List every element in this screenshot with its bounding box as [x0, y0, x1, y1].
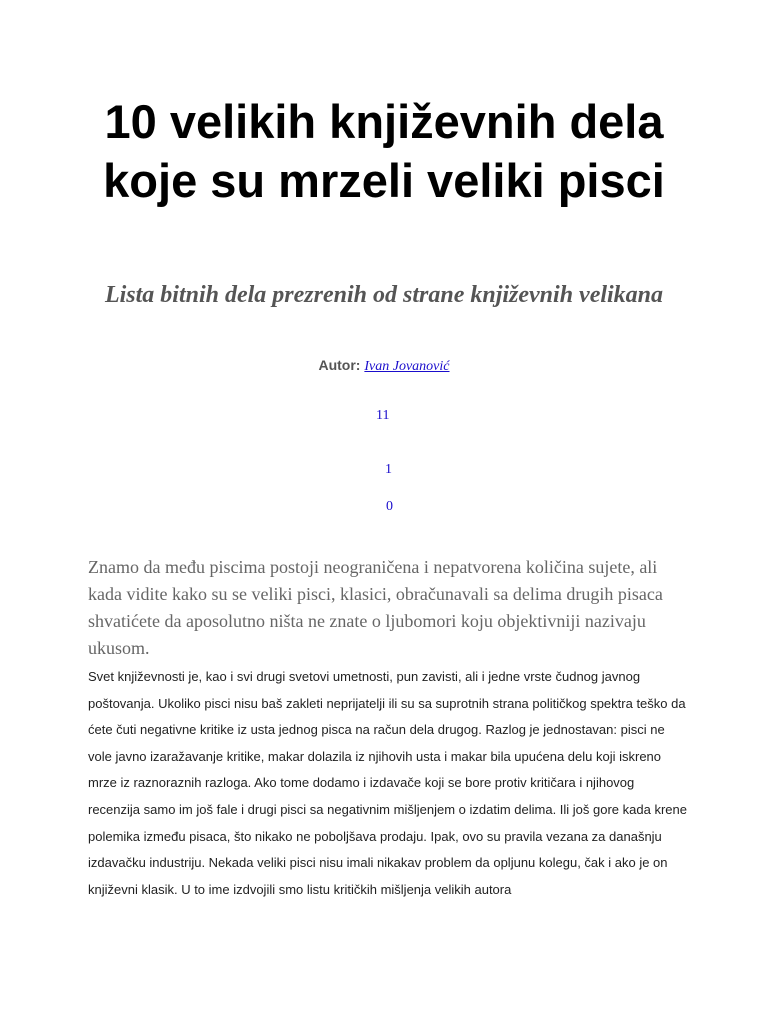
- author-link[interactable]: Ivan Jovanović: [364, 359, 450, 374]
- body-paragraph: Svet književnosti je, kao i svi drugi svetovi umetnosti, pun zavisti, ali i jedne vrste čudnog javnog poštovanja. Ukoliko pisci nisu baš zakleti neprijatelji ili su sa suprotnih strana političkog spektra teško da ćete čuti negativne kritike iz usta jednog pisca na račun dela drugog. Razlog je jednostavan: pisci ne vole javno izaražavanje kritike, makar dolazila iz njihovih usta i makar bila upućena delu koji iskreno mrze iz raznoraznih razloga. Ako tome dodamo i izdavače koji se bore protiv kritičara i njihovog recenzija samo im još fale i drugi pisci sa negativnim mišljenjem o izdatim delima. Ili još gore kada krene polemika između pisaca, što nikako ne poboljšava prodaju. Ipak, ovo su pravila vezana za današnju izdavačku industriju. Nekada veliki pisci nisu imali nikakav problem da opljunu kolegu, čak i ako je on književni klasik. U to ime izdvojili smo listu kritičkih mišljenja velikih autora: [88, 669, 687, 897]
- author-label: Autor:: [318, 357, 361, 373]
- like-count[interactable]: 1: [385, 462, 392, 477]
- article-title: 10 velikih književnih dela koje su mrzeli veliki pisci: [103, 95, 665, 207]
- article-subtitle: Lista bitnih dela prezrenih od strane književnih velikana: [104, 282, 664, 308]
- lead-paragraph: Znamo da među piscima postoji neograničena i nepatvorena količina sujete, ali kada vidite kako su se veliki pisci, klasici, obračunavali sa delima drugih pisaca shvatićete da aposolutno ništa ne znate o ljubomori koju objektivniji nazivaju ukusom.: [88, 557, 663, 658]
- comment-count[interactable]: 0: [386, 499, 393, 514]
- author-line: [0, 356, 768, 376]
- share-count[interactable]: 11: [376, 408, 390, 423]
